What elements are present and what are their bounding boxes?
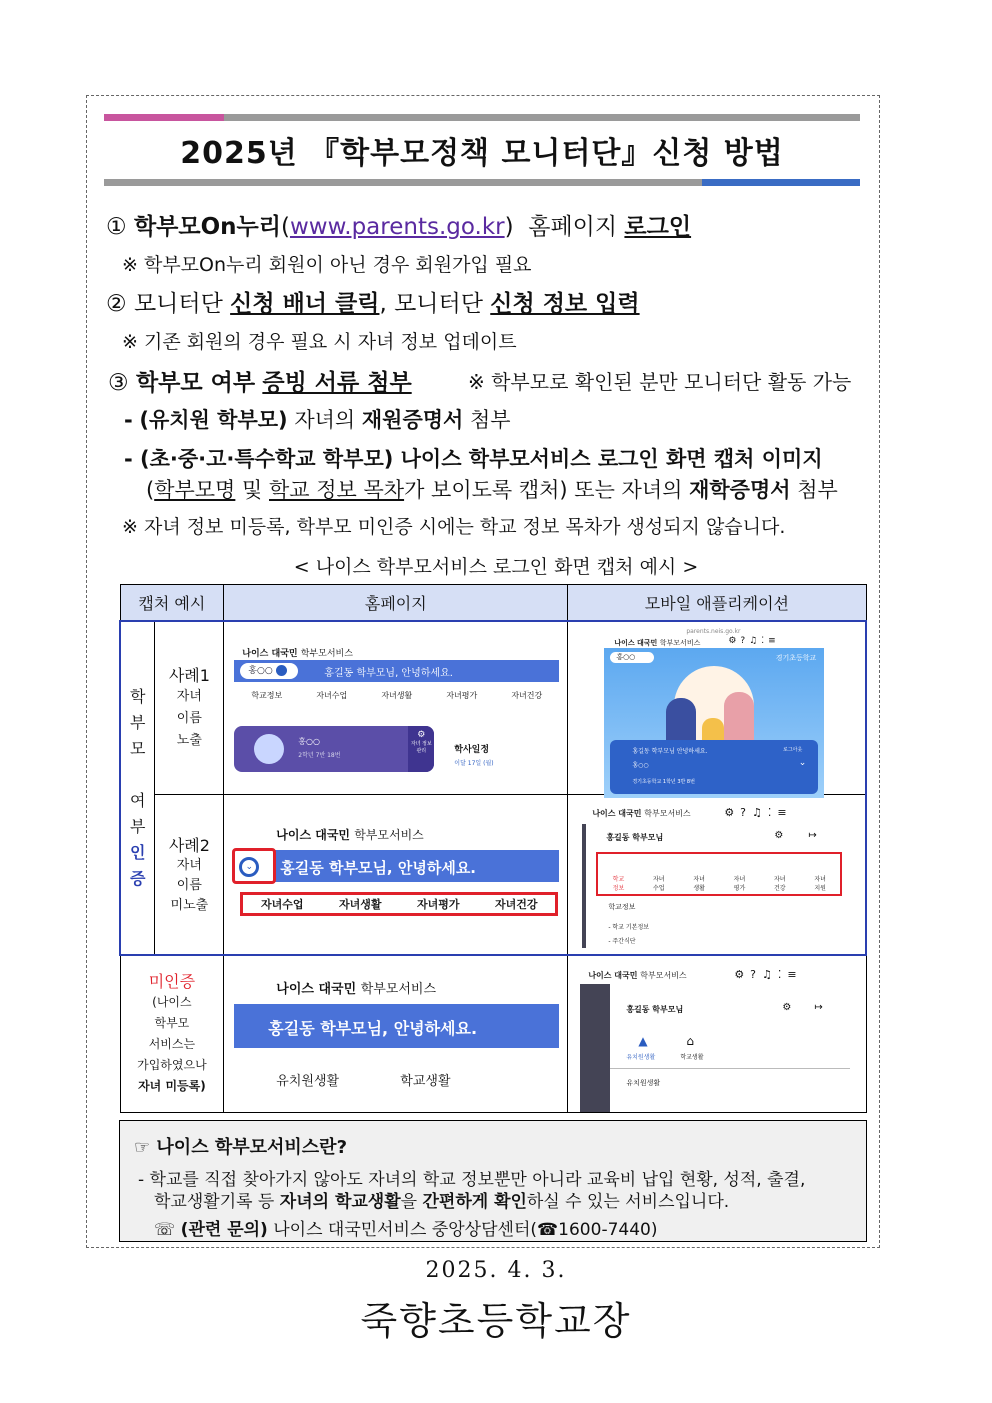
gear-icon: ⚙ [782,1001,792,1013]
highlight-box [232,848,276,884]
family-illustration: 홍○○ 경기초등학교 홍길동 학부모님 안녕하세요. 로그아웃 홍○○ 경기초등학교 1학년 3반 8번 ⌄ [604,648,824,798]
tabs-highlight: 자녀수업 자녀생활 자녀평가 자녀건강 [240,892,558,916]
step3-line: ③ 학부모 여부 증빙 서류 첨부 [108,370,412,396]
step1-line: ① 학부모On누리(www.parents.go.kr) 홈페이지 로그인 [106,214,692,240]
greeting-bar: 홍길동 학부모님, 안녕하세요. [234,850,559,882]
warning-note: ※ 자녀 정보 미등록, 학부모 미인증 시에는 학교 정보 목차가 생성되지 않습니다. [122,516,786,538]
phone-icon: ☏ [154,1220,176,1240]
chevron-down-icon: ⌄ [798,757,807,768]
mobile-toolbar-icons: ⚙?♫⁚≡ [728,635,780,646]
contact-line: ☏ (관련 문의) 나이스 대국민서비스 중앙상담센터(☎1600-7440) [154,1220,658,1240]
greeting-bar: 홍○○ 홍길동 학부모님, 안녕하세요. [234,660,559,682]
unverified-mobile-shot: 나이스 대국민 학부모서비스 ⚙?♫⁚≡ 홍길동 학부모님 ⚙ ↦ ▲ ⌂ 유치원생활 학교생활 유치원생활 [568,955,866,1113]
school-icon: ⌂ [686,1033,694,1048]
signature: 죽향초등학교장 [360,1299,632,1343]
mobile-toolbar-icons: ⚙?♫⁚≡ [734,967,803,981]
school-line: - (초·중·고·특수학교 학부모) 나이스 학부모서비스 로그인 화면 캡처 이미지 [124,447,823,471]
chevron-down-icon [276,665,287,676]
page-title: 2025년 『학부모정책 모니터단』신청 방법 [180,136,784,171]
info-line-2: 학교생활기록 등 자녀의 학교생활을 간편하게 확인하실 수 있는 서비스입니다. [154,1192,730,1212]
tabs-row: 학교정보 자녀수업 자녀생활 자녀평가 자녀건강 [251,690,543,700]
gear-icon: ⚙ [774,830,784,842]
header-homepage: 홈페이지 [224,585,568,621]
info-line-1: - 학교를 직접 찾아가지 않아도 자녀의 학교 정보뿐만 아니라 교육비 납입 현황, 성적, 출결, [138,1170,806,1190]
menu-icons-highlight: 학교 정보 자녀 수업 자녀 생활 자녀 평가 자녀 건강 자녀 지원 [596,852,842,896]
kinder-line: - (유치원 학부모) 자녀의 재원증명서 첨부 [124,408,511,432]
gear-icon: ⚙ [417,729,426,740]
parents-url-link[interactable]: www.parents.go.kr [289,214,505,240]
kindergarten-icon: ▲ [638,1033,648,1048]
case1-homepage-shot: 나이스 대국민 학부모서비스 홍○○ 홍길동 학부모님, 안녕하세요. 학교정보 자녀수업 자녀생활 자녀평가 자녀건강 홍○○ 2학년 7반 18번 ⚙ 자녀 정보 관리 학사일정 이달 17일 (월) [224,621,568,795]
step2-note: ※ 기존 회원의 경우 필요 시 자녀 정보 업데이트 [122,331,517,353]
example-caption: < 나이스 학부모서비스 로그인 화면 캡처 예시 > [293,556,699,578]
title-banner [104,114,860,186]
child-card: 홍○○ 2학년 7반 18번 ⚙ 자녀 정보 관리 [234,726,434,772]
header-capture: 캡처 예시 [120,585,224,621]
unverified-label: 미인증 (나이스 학부모 서비스는 가입하였으나 자녀 미등록) [120,955,224,1113]
example-table [119,584,867,1113]
step2-line: ② 모니터단 신청 배너 클릭, 모니터단 신청 정보 입력 [106,291,640,317]
mobile-toolbar-icons: ⚙?♫⁚≡ [724,806,793,820]
case2-label: 사례2 자녀 이름 미노출 [155,795,224,955]
case1-mobile-shot: parents.neis.go.kr 나이스 대국민 학부모서비스 ⚙?♫⁚≡ 홍○○ 경기초등학교 홍길동 학부모님 안녕하세요. 로그아웃 홍○○ 경기초등학교 1학년 3반 8번 ⌄ [568,621,866,795]
step1-note: ※ 학부모On누리 회원이 아닌 경우 회원가입 필요 [122,254,532,276]
logout-icon: ↦ [808,830,817,842]
step3-side-note: ※ 학부모로 확인된 분만 모니터단 활동 가능 [468,370,852,394]
case2-mobile-shot: 나이스 대국민 학부모서비스 ⚙?♫⁚≡ 홍길동 학부모님 ⚙ ↦ 학교 정보 자녀 수업 자녀 생활 자녀 평가 자녀 건강 자녀 지원 학교정보 - 학교 기본정보 - 주간식단 [568,795,866,955]
group-label: 학 부 모 여 부 인 증 [120,621,155,955]
case2-homepage-shot: 나이스 대국민 학부모서비스 홍길동 학부모님, 안녕하세요. ⌄ 자녀수업 자녀생활 자녀평가 자녀건강 [224,795,568,955]
chevron-down-icon: ⌄ [239,857,259,877]
info-title: ☞ 나이스 학부모서비스란? [134,1137,348,1158]
greeting-bar: 홍길동 학부모님, 안녕하세요. [234,1004,559,1048]
document-date: 2025. 4. 3. [425,1258,567,1283]
info-box [119,1120,867,1242]
header-mobile: 모바일 애플리케이션 [568,585,866,621]
logout-icon: ↦ [814,1001,823,1013]
school-line-2: (학부모명 및 학교 정보 목차가 보이도록 캡처) 또는 자녀의 재학증명서 첨부 [146,478,838,502]
pointing-hand-icon: ☞ [134,1137,151,1158]
unverified-homepage-shot: 나이스 대국민 학부모서비스 홍길동 학부모님, 안녕하세요. 유치원생활 학교생활 [224,955,568,1113]
avatar [254,734,284,764]
case1-label: 사례1 자녀 이름 노출 [155,621,224,795]
